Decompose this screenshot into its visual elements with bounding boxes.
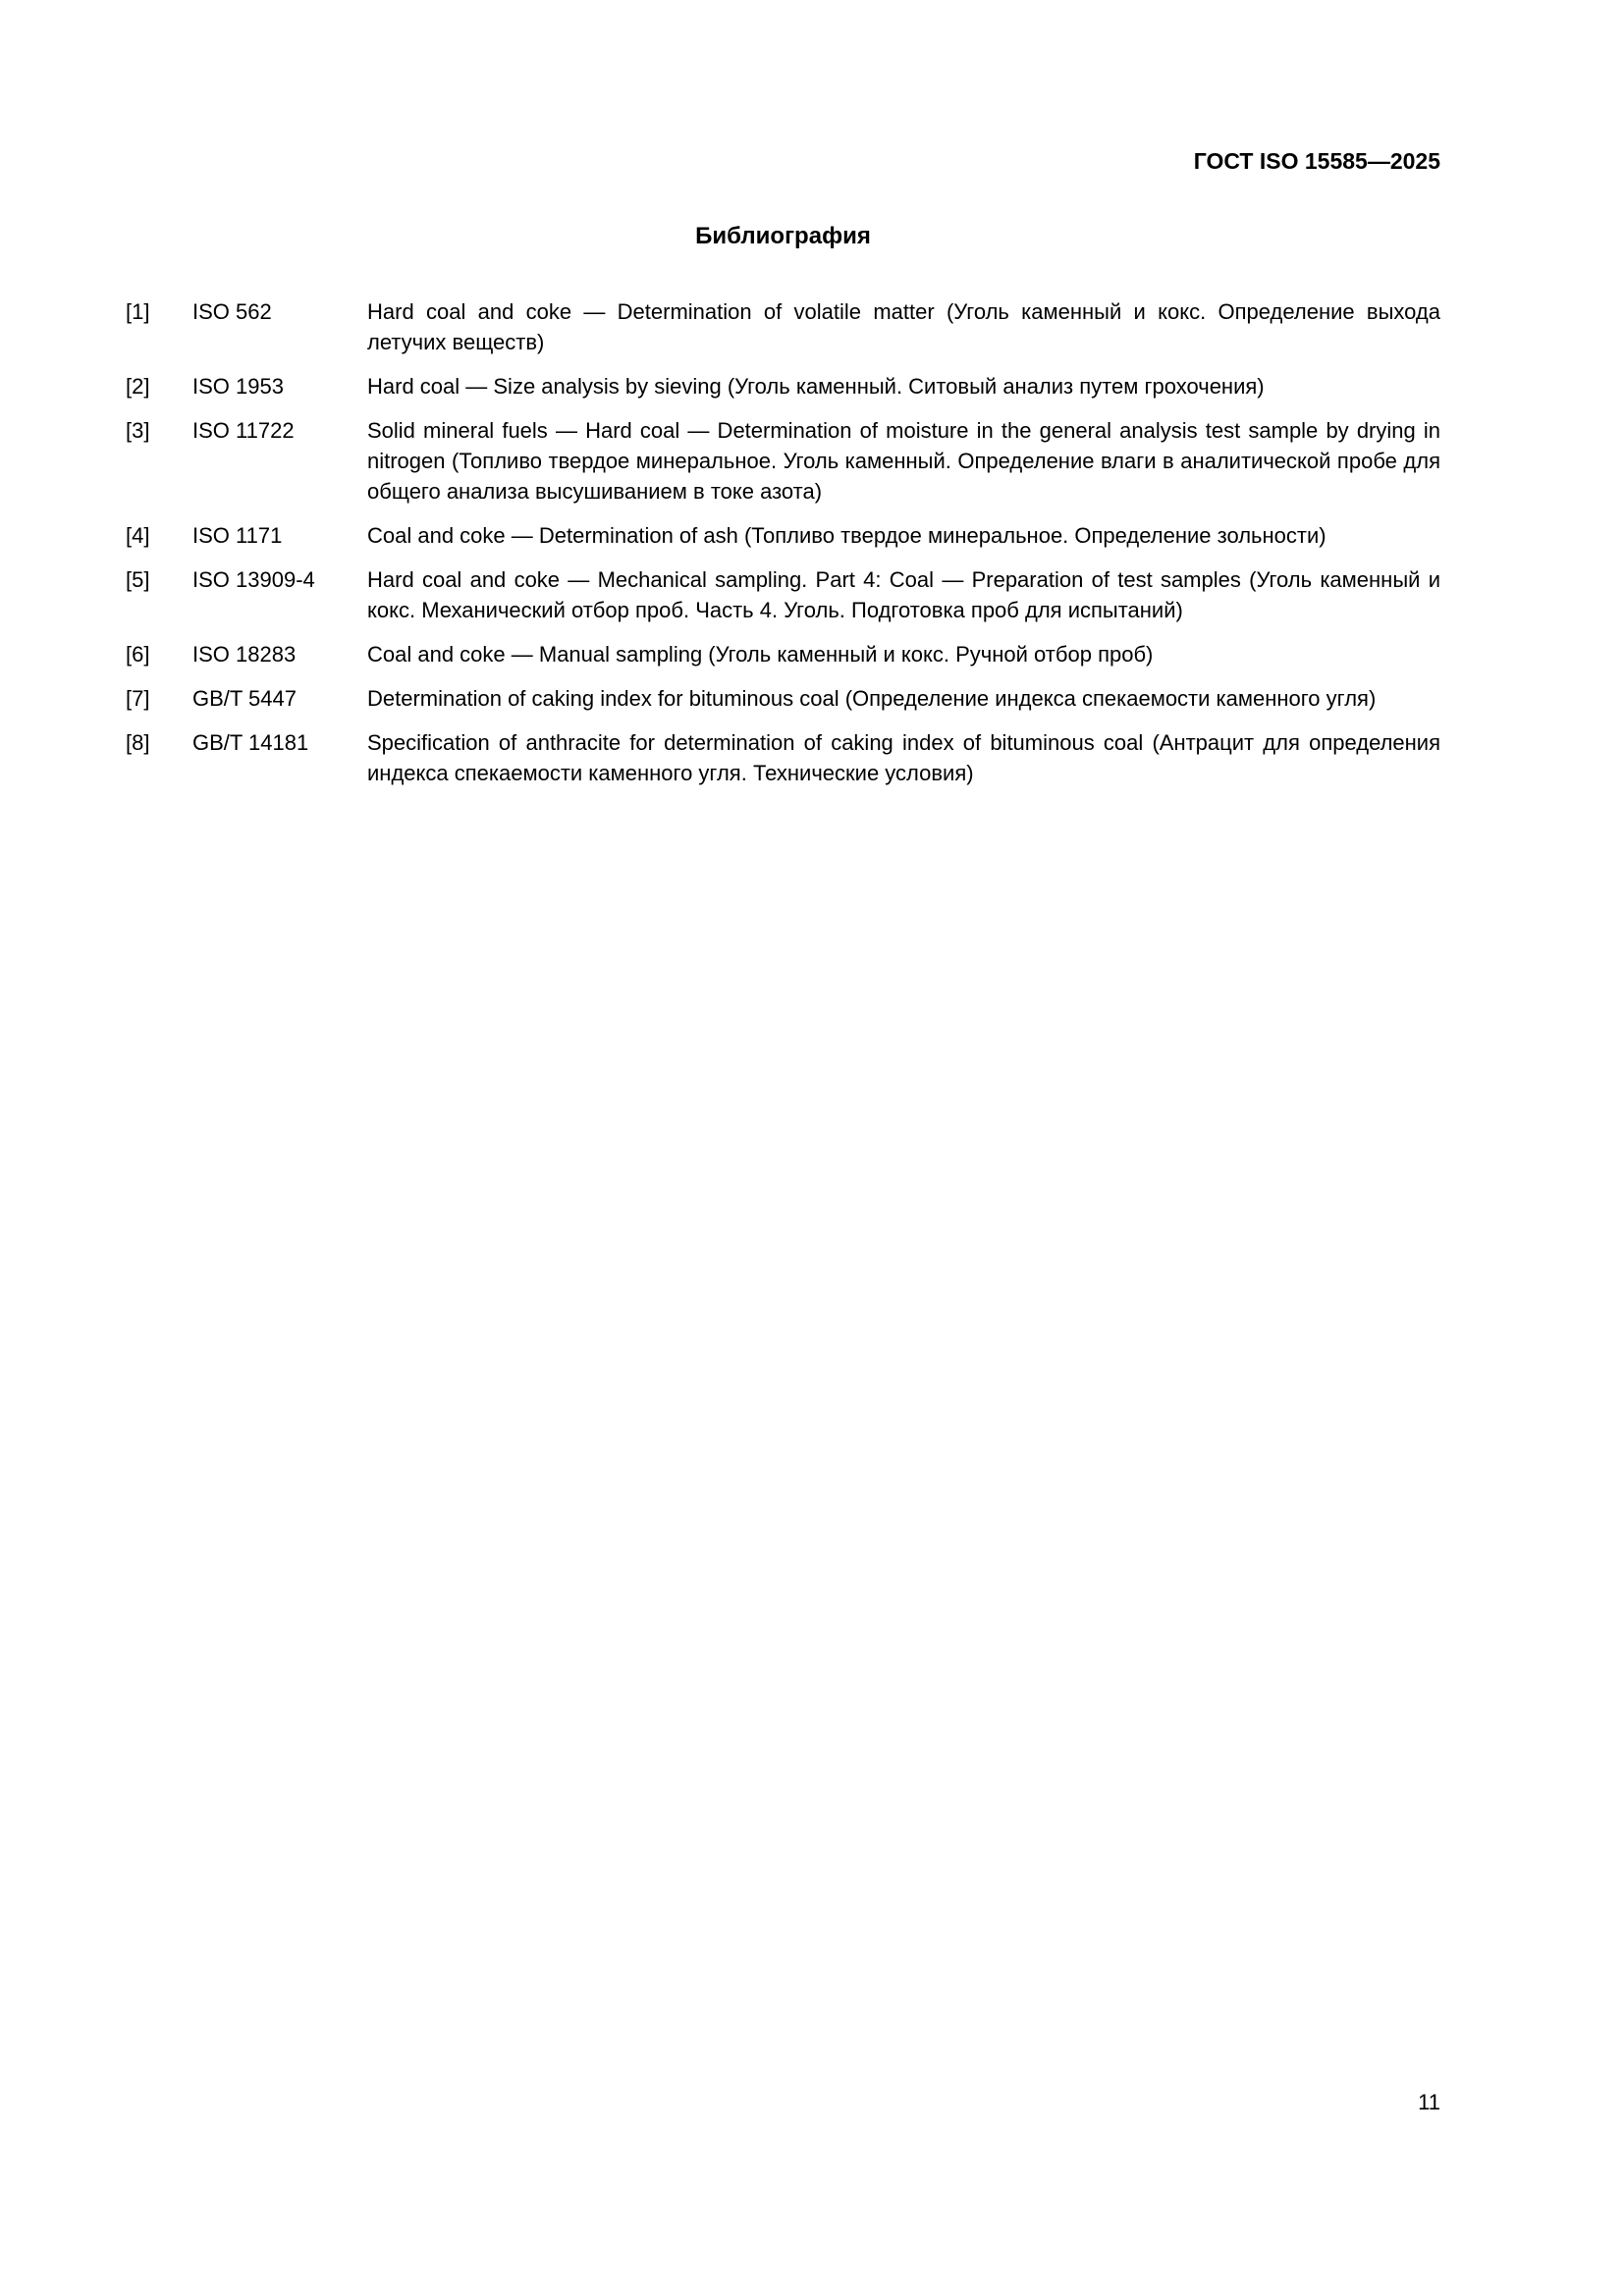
entry-standard-code: ISO 18283 bbox=[192, 642, 297, 667]
bibliography-entry bbox=[126, 415, 1440, 507]
entry-description: Hard coal and coke — Determination of volatile matter (Уголь каменный и кокс. Определение выхода летучих веществ) bbox=[367, 299, 1440, 354]
entry-ref-number: [3] bbox=[126, 418, 150, 443]
bibliography-entry bbox=[126, 683, 1440, 714]
entry-ref-number: [2] bbox=[126, 374, 150, 399]
bibliography-entry bbox=[126, 296, 1440, 357]
entry-ref-number: [7] bbox=[126, 686, 150, 711]
page-title: Библиография bbox=[695, 223, 871, 249]
entry-ref-number: [4] bbox=[126, 523, 150, 548]
entry-description: Solid mineral fuels — Hard coal — Determination of moisture in the general analysis test sample by drying in nitrogen (Топливо твердое минеральное. Уголь каменный. Определение влаги в аналитической пробе для общего анализа высушиванием в токе азота) bbox=[367, 418, 1440, 504]
bibliography-entry bbox=[126, 727, 1440, 788]
entry-ref-number: [1] bbox=[126, 299, 150, 324]
entry-ref-number: [8] bbox=[126, 730, 150, 755]
bibliography-entry bbox=[126, 520, 1440, 551]
entry-standard-code: ISO 562 bbox=[192, 299, 272, 324]
running-header: ГОСТ ISO 15585—2025 bbox=[1193, 148, 1440, 174]
entry-ref-number: [5] bbox=[126, 567, 150, 592]
bibliography-entry bbox=[126, 371, 1440, 401]
bibliography-list bbox=[126, 296, 1440, 788]
entry-standard-code: ISO 1171 bbox=[192, 523, 283, 548]
entry-standard-code: GB/T 5447 bbox=[192, 686, 297, 711]
entry-description: Coal and coke — Determination of ash (Топливо твердое минеральное. Определение зольности) bbox=[367, 523, 1326, 548]
page-number: 11 bbox=[1418, 2090, 1440, 2114]
entry-description: Hard coal — Size analysis by sieving (Уголь каменный. Ситовый анализ путем грохочения) bbox=[367, 374, 1265, 399]
entry-standard-code: GB/T 14181 bbox=[192, 730, 309, 755]
entry-description: Specification of anthracite for determination of caking index of bituminous coal (Антрацит для определения индекса спекаемости каменного угля. Технические условия) bbox=[367, 730, 1440, 785]
entry-standard-code: ISO 1953 bbox=[192, 374, 284, 399]
entry-description: Determination of caking index for bituminous coal (Определение индекса спекаемости каменного угля) bbox=[367, 686, 1377, 711]
entry-description: Coal and coke — Manual sampling (Уголь каменный и кокс. Ручной отбор проб) bbox=[367, 642, 1154, 667]
entry-standard-code: ISO 11722 bbox=[192, 418, 295, 443]
entry-ref-number: [6] bbox=[126, 642, 150, 667]
entry-standard-code: ISO 13909-4 bbox=[192, 567, 315, 592]
bibliography-entry bbox=[126, 564, 1440, 625]
entry-description: Hard coal and coke — Mechanical sampling. Part 4: Coal — Preparation of test samples (Уголь каменный и кокс. Механический отбор проб. Часть 4. Уголь. Подготовка проб для испытаний) bbox=[367, 567, 1440, 622]
bibliography-entry bbox=[126, 639, 1440, 669]
